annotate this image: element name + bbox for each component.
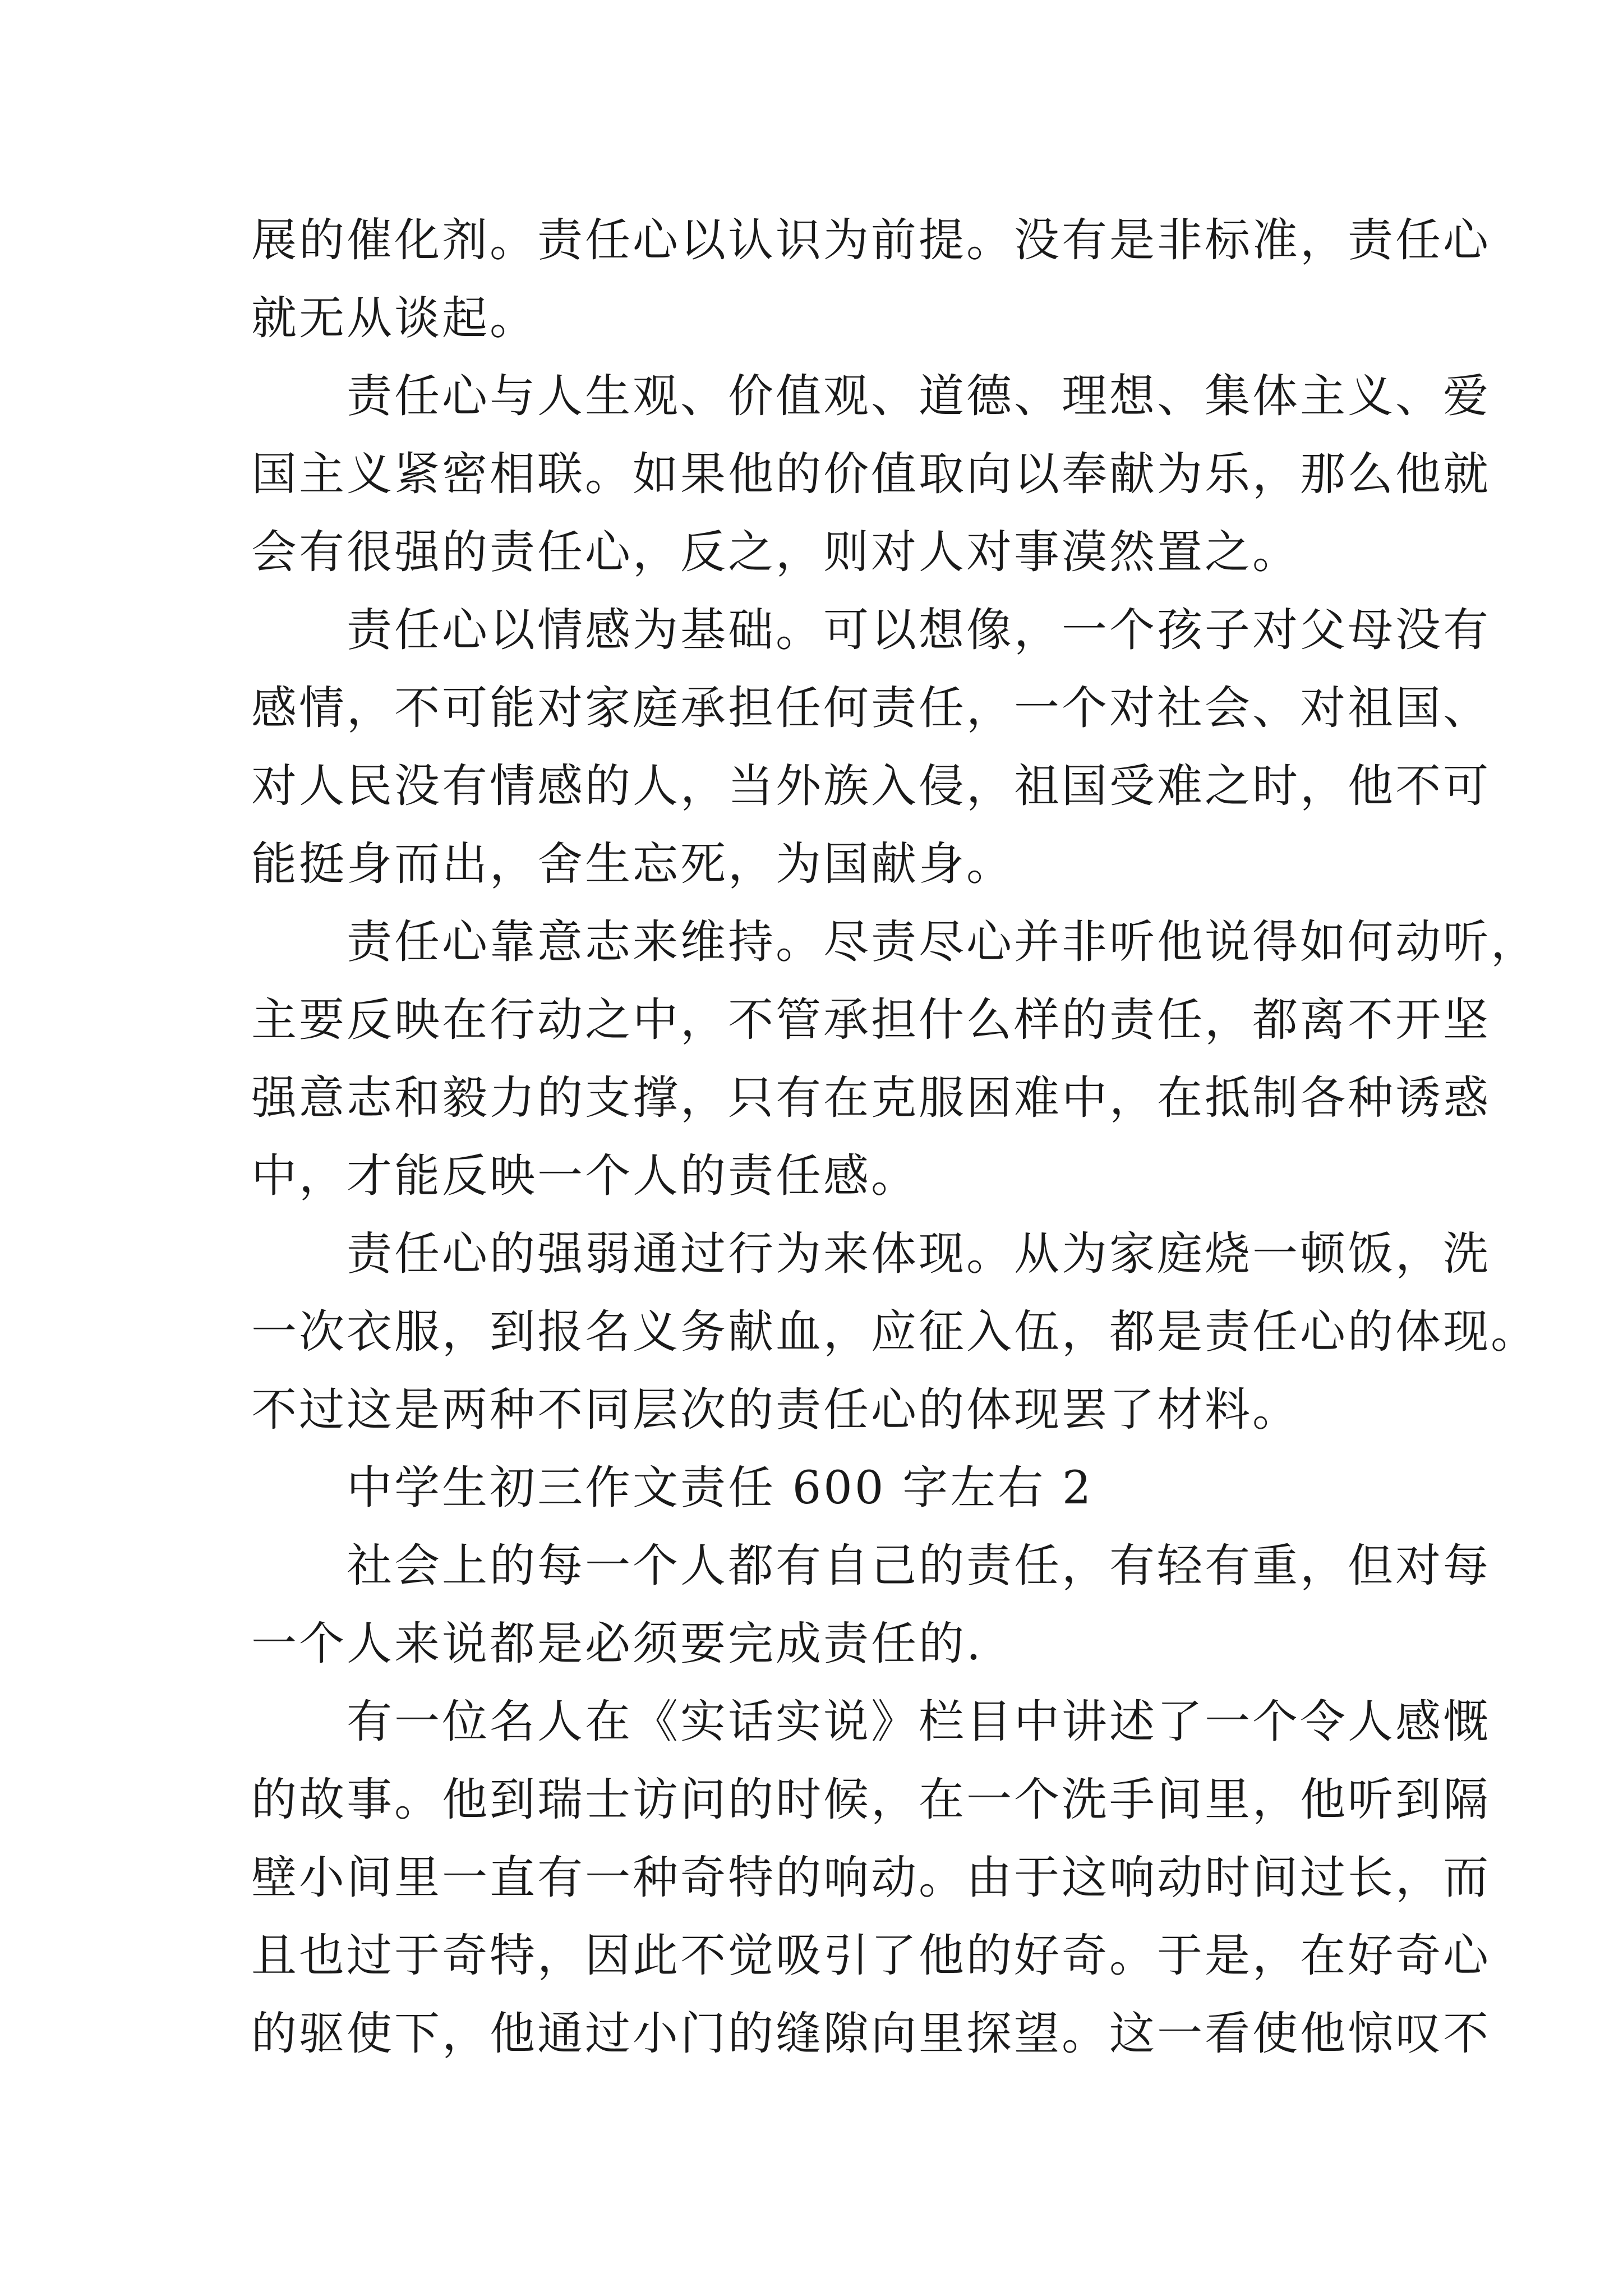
paragraph-start-line: 社会上的每一个人都有自己的责任，有轻有重，但对每 [347, 1540, 1491, 1593]
paragraph-start-line: 责任心靠意志来维持。尽责尽心并非听他说得如何动听， [347, 916, 1539, 969]
text-line: 会有很强的责任心，反之，则对人对事漠然置之。 [251, 526, 1301, 579]
text-line: 中，才能反映一个人的责任感。 [251, 1150, 919, 1203]
text-line: 一次衣服，到报名义务献血，应征入伍，都是责任心的体现。 [251, 1306, 1539, 1359]
text-line: 不过这是两种不同层次的责任心的体现罢了材料。 [251, 1384, 1301, 1437]
document-body [251, 202, 1539, 2073]
paragraph-start-line: 责任心与人生观、价值观、道德、理想、集体主义、爱 [347, 370, 1491, 423]
text-line: 一个人来说都是必须要完成责任的. [251, 1618, 983, 1671]
text-line: 国主义紧密相联。如果他的价值取向以奉献为乐，那么他就 [251, 448, 1491, 501]
text-line: 壁小间里一直有一种奇特的响动。由于这响动时间过长，而 [251, 1852, 1491, 1904]
text-line: 就无从谈起。 [251, 292, 538, 345]
paragraph-start-line: 责任心的强弱通过行为来体现。从为家庭烧一顿饭，洗 [347, 1228, 1491, 1281]
text-line: 能挺身而出，舍生忘死，为国献身。 [251, 838, 1015, 891]
section-heading: 中学生初三作文责任 600 字左右 2 [347, 1462, 1094, 1515]
text-line: 的故事。他到瑞士访问的时候，在一个洗手间里，他听到隔 [251, 1774, 1491, 1826]
text-line: 感情，不可能对家庭承担任何责任，一个对社会、对祖国、 [251, 682, 1491, 735]
text-line: 且也过于奇特，因此不觉吸引了他的好奇。于是，在好奇心 [251, 1930, 1491, 1982]
paragraph-start-line: 有一位名人在《实话实说》栏目中讲述了一个令人感慨 [347, 1696, 1491, 1749]
paragraph-start-line: 责任心以情感为基础。可以想像，一个孩子对父母没有 [347, 604, 1491, 657]
text-line: 对人民没有情感的人，当外族入侵，祖国受难之时，他不可 [251, 760, 1491, 813]
text-line: 主要反映在行动之中，不管承担什么样的责任，都离不开坚 [251, 994, 1491, 1047]
text-line: 强意志和毅力的支撑，只有在克服困难中，在抵制各种诱惑 [251, 1072, 1491, 1125]
text-line: 的驱使下，他通过小门的缝隙向里探望。这一看使他惊叹不 [251, 2008, 1491, 2060]
text-line: 展的催化剂。责任心以认识为前提。没有是非标准，责任心 [251, 214, 1491, 267]
